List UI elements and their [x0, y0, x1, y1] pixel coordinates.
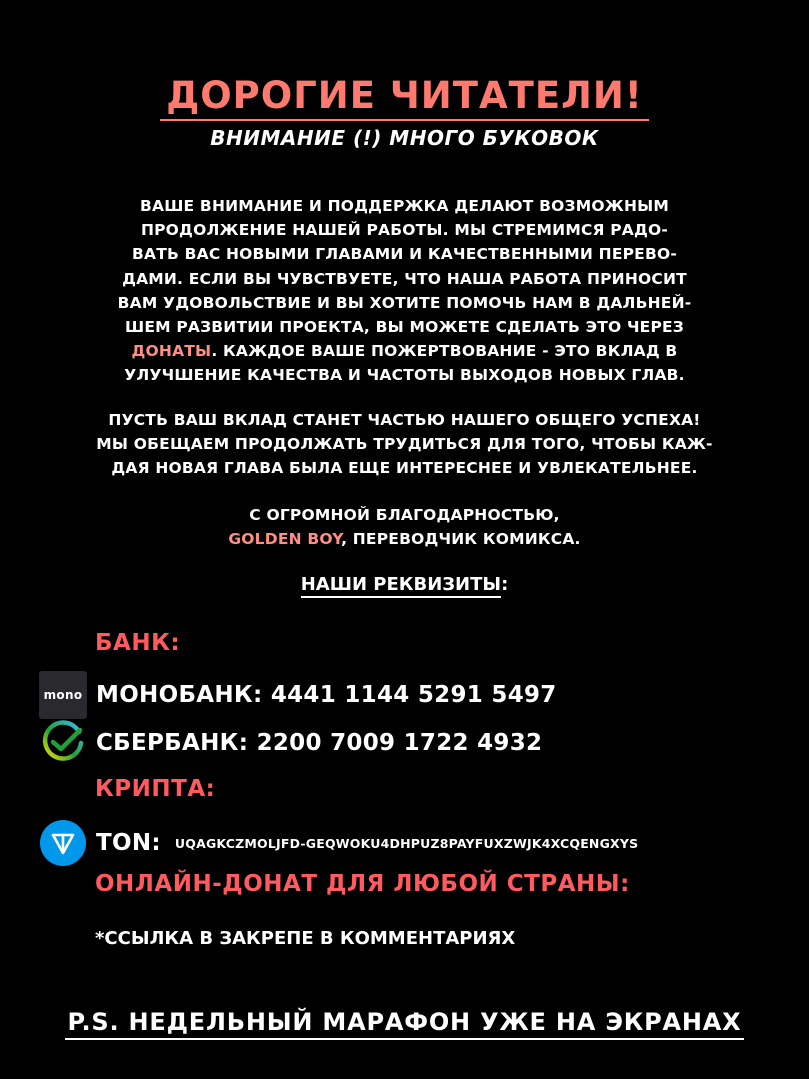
requisites-colon: : [501, 574, 509, 595]
ton-wallet-address: UQAGKCZMOLJFD-GEQWOKU4DHPUZ8PAYFUXZWJK4XCQENGXYS [174, 835, 639, 851]
paragraph-line: ВАТЬ ВАС НОВЫМИ ГЛАВАМИ И КАЧЕСТВЕННЫМИ ПЕРЕВО- [132, 245, 677, 264]
monobank-icon [38, 670, 88, 720]
ton-icon [38, 818, 88, 868]
paragraph-line: МЫ ОБЕЩАЕМ ПРОДОЛЖАТЬ ТРУДИТЬСЯ ДЛЯ ТОГО, ЧТОБЫ КАЖ- [96, 435, 713, 454]
signature [30, 503, 779, 551]
page-title [0, 74, 809, 121]
monobank-row [38, 670, 557, 720]
sberbank-row [38, 718, 542, 768]
mono-logo: mono [39, 671, 87, 719]
sberbank-icon [38, 718, 88, 768]
online-donate-label: ОНЛАЙН-ДОНАТ ДЛЯ ЛЮБОЙ СТРАНЫ: [95, 871, 630, 897]
page-subtitle: ВНИМАНИЕ (!) МНОГО БУКОВОК [210, 126, 599, 150]
ton-label: TON: [96, 830, 161, 856]
paragraph-line: ДАМИ. ЕСЛИ ВЫ ЧУВСТВУЕТЕ, ЧТО НАША РАБОТА ПРИНОСИТ [122, 269, 687, 288]
sberbank-card: СБЕРБАНК: 2200 7009 1722 4932 [96, 730, 543, 756]
postscript [0, 1008, 809, 1036]
paragraph-line-rest: . КАЖДОЕ ВАШЕ ПОЖЕРТВОВАНИЕ - ЭТО ВКЛАД В [211, 342, 678, 361]
translator-role: , ПЕРЕВОДЧИК КОМИКСА. [341, 530, 581, 549]
title-text: ДОРОГИЕ ЧИТАТЕЛИ! [160, 74, 649, 121]
requisites-heading [0, 574, 809, 595]
ton-row [38, 818, 638, 868]
paragraph-line: УЛУЧШЕНИЕ КАЧЕСТВА И ЧАСТОТЫ ВЫХОДОВ НОВЫХ ГЛАВ. [124, 366, 685, 385]
paragraph-line: ШЕМ РАЗВИТИИ ПРОЕКТА, ВЫ МОЖЕТЕ СДЕЛАТЬ ЭТО ЧЕРЕЗ [124, 318, 685, 337]
paragraph-line: ПРОДОЛЖЕНИЕ НАШЕЙ РАБОТЫ. МЫ СТРЕМИМСЯ РАДО- [140, 221, 669, 240]
paragraph-line: ПУСТЬ ВАШ ВКЛАД СТАНЕТ ЧАСТЬЮ НАШЕГО ОБЩЕГО УСПЕХА! [108, 411, 701, 429]
bank-section-label: БАНК: [95, 630, 181, 656]
paragraph-line: ДАЯ НОВАЯ ГЛАВА БЫЛА ЕЩЕ ИНТЕРЕСНЕЕ И УВЛЕКАТЕЛЬНЕЕ. [111, 459, 698, 478]
paragraph-line: ВАМ УДОВОЛЬСТВИЕ И ВЫ ХОТИТЕ ПОМОЧЬ НАМ В ДАЛЬНЕЙ- [117, 293, 692, 312]
pinned-link-note: *ССЫЛКА В ЗАКРЕПЕ В КОММЕНТАРИЯХ [95, 928, 516, 949]
paragraph-line [30, 339, 779, 363]
paragraph-line: ВАШЕ ВНИМАНИЕ И ПОДДЕРЖКА ДЕЛАЮТ ВОЗМОЖНЫМ [139, 197, 670, 215]
signature-line: С ОГРОМНОЙ БЛАГОДАРНОСТЬЮ, [249, 506, 560, 524]
paragraph-promise [30, 408, 779, 481]
translator-name: GOLDEN BOY [228, 530, 342, 549]
paragraph-support [30, 194, 779, 388]
monobank-card: МОНОБАНК: 4441 1144 5291 5497 [96, 682, 557, 708]
donate-highlight: ДОНАТЫ [131, 342, 212, 361]
signature-line [30, 527, 779, 551]
requisites-heading-text: НАШИ РЕКВИЗИТЫ [301, 574, 501, 598]
postscript-text: P.S. НЕДЕЛЬНЫЙ МАРАФОН УЖЕ НА ЭКРАНАХ [65, 1008, 743, 1040]
crypto-section-label: КРИПТА: [95, 776, 216, 802]
